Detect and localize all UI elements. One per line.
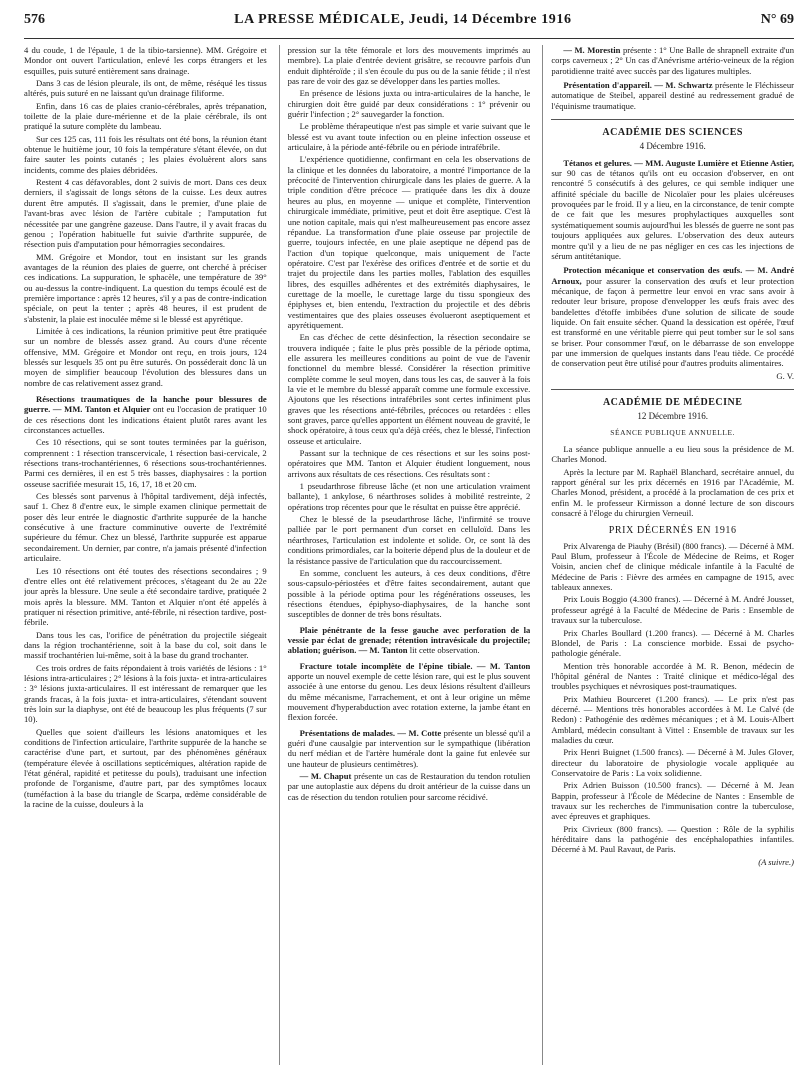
section-patients [288,728,531,769]
section-text: présente : 1° Une Balle de shrapnell extraite d'un corps caverneux ; 2° Un cas d'Anévrisme artério-veineux de la région parotidienne traité avec succès par des ligatures multiples. [551,45,795,76]
section-text: présente un blessé qu'il a guéri d'une causalgie par intervention sur le sympathique (libération du nerf médian et de l'artère humérale dont la gaine fut enlevée sur une hauteur de plusieurs centimètres). [287,727,531,769]
section-heading: Fracture totale incomplète de l'épine tibiale. — M. Tanton [299,660,531,671]
paragraph: Limitée à ces indications, la réunion primitive peut être pratiquée sur un nombre de blessés assez grand. Au cours d'une récente offensive, MM. Grégoire et Mondor ont reçu, en trois jours, 124 blessés sur lesquels 35 ont pu être suturés. On posséderait donc là un moyen de simplifier beaucoup l'évolution des blessures dans un nombre de cas relativement assez grand. [24,325,267,388]
paragraph: Ces trois ordres de faits répondaient à trois variétés de lésions : 1° lésions intra-articulaires ; 2° lésions à la fois juxta- et intra-articulaires : 3° lésions juxta-articulaires. Il est intéressant de remarquer que les grands fracas, à la fois juxta- et intra-articulaires, s'étendant souvent très loin sur la diaphyse, ont été de beaucoup les plus fréquents (7 sur 10). [24,662,267,725]
section-text: apporte un nouvel exemple de cette lésion rare, qui est le plus souvent associée à une entorse du genou. Les deux lésions résultent d'ailleurs du même mécanisme, l'arrachement, et ont à leur origine un même mouvement d'hyperabduction avec rotation externe, la jambe étant en flexion forcée. [287,670,531,723]
paragraph: Dans tous les cas, l'orifice de pénétration du projectile siégeait dans la région trochantérienne, soit à la base du col, soit dans le massif trochantérien lui-même, soit à la base du grand trochanter. [24,629,267,661]
paragraph: En présence de lésions juxta ou intra-articulaires de la hanche, le chirurgien doit être guidé par deux considérations : 1° prévenir ou guérir l'infection ; 2° sauvegarder la fonction. [287,88,531,120]
paragraph: Dans 3 cas de lésion pleurale, ils ont, de même, réséqué les tissus altérés, puis suturé en ne laissant qu'un drainage filiforme. [24,78,267,99]
section-apparatus [551,80,794,111]
academy-sciences-date: 4 Décembre 1916. [639,141,706,152]
prize-entry: Prix Mathieu Bourceret (1.200 francs). — Le prix n'est pas décerné. — Mentions très honorables accordées à M. Le Calvé (de Redon) : Pathogénie des œdèmes mécaniques ; et à M. Louis-Albert Amblard, médecin consultant à Vittel : Ensemble de travaux sur les maladies du cœur. [551,693,795,745]
column-1 [24,45,267,1065]
section-heading: — M. Chaput [299,771,352,782]
publication-title: LA PRESSE MÉDICALE, Jeudi, 14 Décembre 1916 [234,12,572,27]
column-3 [542,45,794,1065]
academy-medicine-heading: ACADÉMIE DE MÉDECINE [551,389,794,408]
section-chaput [288,771,531,802]
section-text: sur 90 cas de tétanos qu'ils ont eu occasion d'observer, en ont rencontré 5 consécutifs à des gelures, ce qui semble indiquer une affinité spéciale du bacille de Nicolaïer pour les plaies ulcéreuses provoquées par le froid. Il y a lieu, en la circonstance, de tenir compte de ce fait que les mesures prophylactiques auxquelles sont systématiquement soumis aujourd'hui les blessés de guerre ne sont pas toujours appliquées aux gelures. L'observation des deux auteurs montre qu'il y a lieu de ne pas négliger en ces cas les injections de sérum antitétanique. [551,168,795,261]
paragraph: L'expérience quotidienne, confirmant en cela les observations de la clinique et les données du laboratoire, a montré l'importance de la précocité de l'intervention chirurgicale dans les plaies de guerre. A la triple condition d'être précoce — pratiquée dans les dix à douze heures au plus, en moyenne — unique et complète, l'intervention chirurgicale immédiate, primitive, peut et doit être aseptique. C'est là une notion capitale, mais qui n'est malheureusement pas encore assez répandue. La transformation d'une plaie osseuse par projectile de guerre, toujours infectée, en une plaie aseptique ne dépend pas de l'action d'un topique quelconque, mais uniquement de l'acte opératoire. C'est par l'exérèse des orifices d'entrée et de sortie et du trajet du projectile dans les parties molles, l'ablation des esquilles libres, des esquilles adhérentes et des extrémités diaphysaires, le curettage de la moelle, le curettage large du tissu spongieux des épiphyses et, bien entendu, l'extraction du projectile et des débris vestimentaires que des plaies osseuses évolueront aseptiquement et apyrétiquement. [287,154,531,330]
paragraph: Quelles que soient d'ailleurs les lésions anatomiques et les conditions de l'infection articulaire, l'arthrite suppurée de la hanche se caractérise d'une part, et surtout, par des phénomènes généraux (température élevée à oscillations septicémiques, altération rapide de l'état général, rapidité et petitesse du pouls), traduisant une infection profonde de l'organisme, d'autre part, par des symptômes locaux (tuméfaction à la base du triangle de Scarpa, œdème considérable de la racine de la cuisse, douleurs à la [24,726,267,810]
paragraph: Chez le blessé de la pseudarthrose lâche, l'infirmité se trouve palliée par le port permanent d'un corset en celluloïd. Dans les néarthroses, l'articulation est indolente et solide. Or, ce sont là des conditions primordiales, car la boiterie dépend plus de la douleur et de la résistance passive de l'articulation que du raccourcissement. [287,514,531,566]
prize-entry: Prix Adrien Buisson (10.500 francs). — Décerné à M. Jean Bappin, professeur à l'École de Médecine de Nantes : Ensemble de travaux sur les recherches de l'immunisation contre la tuberculose, avec épreuves et graphiques. [551,780,795,822]
paragraph: Ces blessés sont parvenus à l'hôpital tardivement, déjà infectés, sauf 1. Chez 8 d'entre eux, le simple examen clinique permettait de poser dès leur entrée le diagnostic d'arthrite suppurée de la hanche consécutive à une fracture comminutive ouverte de l'extrémité supérieure du fémur. Chez un blessé, l'arthrite suppurée est apparue secondairement. Un dernier, par contre, n'a jamais présenté d'infection articulaire. [24,491,267,564]
paragraph: En somme, concluent les auteurs, à ces deux conditions, d'être sous-capsulo-périostées et d'être faites secondairement, autant que possible à la période optima pour les régénérations osseuses, les résections étendues, épiphyso-diaphysaires, de la hanche sont susceptibles de donner de très bons résultats. [287,567,531,620]
section-heading: Présentation d'appareil. — M. Schwartz [563,80,713,91]
section-heading: Protection mécanique et conservation des œufs. — M. André Arnoux, [551,265,795,286]
section-heading: Présentations de malades. — M. Cotte [299,727,442,738]
column-2 [279,45,531,1065]
section-text: lit cette observation. [409,645,480,656]
section-text: présente le Fléchisseur automatique de Steibel, appareil destiné au redressement gradué de l'équinisme traumatique. [551,80,795,111]
section-bladder [288,625,531,656]
paragraph: Sur ces 125 cas, 111 fois les résultats ont été bons, la réunion étant obtenue le huitième jour, 10 fois la température s'étant élevée, on dut faire sauter les points cutanés ; les plaies évoluèrent alors sans incidents, comme des plaies débridées. [24,133,267,175]
prize-entry: Mention très honorable accordée à M. R. Benon, médecin de l'hôpital général de Nantes : Traité clinique et médico-légal des troubles psychiques et névrosiques post-traumatiques. [551,660,795,692]
paragraph: Passant sur la technique de ces résections et sur les soins post-opératoires que MM. Tanton et Alquier étudient longuement, nous arrivons aux résultats de ces résections. Ces résultats sont : [287,448,531,479]
paragraph: Après la lecture par M. Raphaël Blanchard, secrétaire annuel, du rapport général sur les prix décernés en 1916 par l'Académie, M. Charles Monod, président, a procédé à la proclamation de ces prix et enfin M. le professeur Kirmisson a donné lecture de son discours consacré à l'éloge du chirurgien Verneuil. [551,466,795,519]
prize-entry: Prix Alvarenga de Piauhy (Brésil) (800 francs). — Décerné à MM. Paul Blum, professeur à l'École de Médecine de Reims, et Roger Voisin, ancien chef de clinique médicale infantile à la Faculté de Médecine de Paris : Fièvre des armées en campagne de 1915, avec tableaux annexes. [551,540,795,593]
paragraph: 4 du coude, 1 de l'épaule, 1 de la tibio-tarsienne). MM. Grégoire et Mondor ont ouvert l'articulation, enlevé les corps étrangers et les esquilles, puis suturé entièrement sans drainage. [24,45,267,76]
page-header [24,12,794,39]
section-intro: ont eu l'occasion de pratiquer 10 de ces résections dont les indications étaient plutôt rares avant les circonstances actuelles. [24,404,267,436]
section-heading: Résections traumatiques de la hanche pour blessures de guerre. — MM. Tanton et Alquier [24,394,267,415]
prizes-title: PRIX DÉCERNÉS EN 1916 [608,525,737,537]
paragraph: Les 10 résections ont été toutes des résections secondaires ; 9 d'entre elles ont été relativement précoces, s'étageant du 2e au 22e jour après la blessure. Une seule a été secondaire tardive, pratiquée 2 mois après la blessure. MM. Tanton et Alquier n'ont été appelés à pratiquer ni résection primitive, anté-fébrile, ni résection tardive, post-fébrile. [24,565,267,628]
paragraph: Ces 10 résections, qui se sont toutes terminées par la guérison, comprennent : 1 résection transcervicale, 1 résection basi-cervicale, 2 résections trans-trochantériennes, 6 résections sous-trochantériennes. Parmi ces dernières, il en est 5 très basses, diaphysaires : la portion osseuse sacrifiée mesurait 15, 16, 17, 18 et 20 cm. [24,437,267,489]
academy-sciences-heading: ACADÉMIE DES SCIENCES [551,119,794,138]
paragraph: Enfin, dans 16 cas de plaies cranio-cérébrales, après trépanation, toilette de la plaie dure-mérienne et de la plaie cérébrale, ils ont pratiqué la suture complète du lambeau. [24,100,267,132]
seance-label: SÉANCE PUBLIQUE ANNUELLE. [610,427,736,437]
section-eggs [551,265,794,368]
paragraph: 1 pseudarthrose fibreuse lâche (et non une articulation vraiment ballante), 1 ankylose, 6 néarthroses solides à mobilité restreinte, 2 opérations trop récentes pour que le résultat en puisse être apprécié. [287,481,531,512]
newspaper-page [24,12,794,1077]
section-morestin [551,45,794,76]
prize-entry: Prix Civrieux (800 francs). — Question : Rôle de la syphilis héréditaire dans la pathogénie des encéphalopathies infantiles. Décerné à M. Paul Ravaut, de Paris. [551,823,795,855]
prize-entry: Prix Henri Buignet (1.500 francs). — Décerné à M. Jules Glover, directeur du laboratoire de physiologie vocale appliquée au Conservatoire de Paris : La voix solidienne. [551,747,795,778]
prize-entry: Prix Louis Boggio (4.300 francs). — Décerné à M. André Jousset, professeur agrégé à la Faculté de Médecine de Paris : Ensemble de travaux sur la tuberculose. [551,594,795,626]
section-tibial-spine [288,661,531,723]
academy-medicine-date: 12 Décembre 1916. [637,411,709,422]
section-heading: Plaie pénétrante de la fesse gauche avec perforation de la vessie par éclat de grenade; rétention intravésicale du projectile; ablation; guérison. — M. Tanton [287,624,531,656]
paragraph: Le problème thérapeutique n'est pas simple et varie suivant que le blessé est vu avant toute infection ou en pleine infection osseuse et articulaire, à la période anté-fébrile ou en période intrafébrile. [287,121,531,153]
section-text: présente un cas de Restauration du tendon rotulien par une autoplastie aux dépens du droit antérieur de la cuisse dans un cas de résection du tendon rotulien pour sarcome récidivé. [287,771,531,802]
page-number: 576 [24,12,45,27]
article-columns [24,45,794,1065]
section-tetanus [551,158,794,261]
paragraph: MM. Grégoire et Mondor, tout en insistant sur les grands avantages de la réunion des plaies de guerre, ont cherché à préciser ces indications. La suppuration, le sphacèle, une température de 39° ou au-dessus la contre-indiquent. La question du temps écoulé est de première importance : après 12 heures, s'il y a pas de contre-indication spéciale, on peut la tenter ; après 48 heures, il est prudent de s'abstenir, la plaie est inoculée même si le blessé est apyrétique. [24,251,267,324]
paragraph: Restent 4 cas défavorables, dont 2 suivis de mort. Dans ces deux derniers, il s'agissait de longs sétons de la cuisse. Les deux autres durent être amputés. Il s'agissait, dans le premier, d'une plaie de l'avant-bras avec lésion de l'artère cubitale ; l'amputation fut nécessitée par une gangrène gazeuse. Dans l'autre, il y avait fracas du genou ; l'opération habituelle fut suivie d'arthrite suppurée, de résection puis d'amputation pour hémorragies secondaires. [24,177,267,250]
to-be-continued: (A suivre.) [758,856,795,867]
paragraph: pression sur la tête fémorale et lors des mouvements imprimés au membre). La plaie d'entrée devient grisâtre, se recouvre parfois d'un enduit diphtéroïde ; il s'en écoule du pus ou de la sanie fétide ; il n'est pas rare de voir des gaz se développer dans les parties molles. [287,45,531,87]
section-heading: Tétanos et gelures. — MM. Auguste Lumière et Etienne Astier, [563,157,795,168]
prize-entry: Prix Charles Boullard (1.200 francs). — Décerné à M. Charles Blondel, de Paris : La conscience morbide. Essai de psycho-pathologie générale. [551,627,795,659]
section-heading: — M. Morestin [563,45,621,55]
author-signature: G. V. [776,370,795,381]
paragraph: La séance publique annuelle a eu lieu sous la présidence de M. Charles Monod. [551,444,795,465]
paragraph: En cas d'échec de cette désinfection, la résection secondaire se trouvera indiquée ; faite le plus près possible de la période optima, elle assurera les meilleures conditions au point de vue de l'avenir fonctionnel du membre blessé. Considérer la résection primitive complète comme le seul moyen, dans tous les cas, de sauver à la fois la vie et le membre du blessé apparaît comme une formule excessive. Ajoutons que les résections intrafébriles sont certes infiniment plus graves que les résections anté-fébriles, précoces ou retardées : elles sont graves, parce qu'elles apportent un élément nouveau de gravité, le shock opératoire, à tous ceux qu'a déjà créés, chez le blessé, l'infection osseuse et articulaire. [287,332,531,446]
section-text: pour assurer la conservation des œufs et leur protection mécanique, de façon à permettre leur envoi en vrac sans avoir à redouter leur brisure, propose d'envelopper les œufs frais avec des bandelettes d'étoffe imbibées d'une solution de silicate de soude liquide. On fait ensuite sécher. Quand la dessication est opérée, l'œuf est transformé en une véritable pierre qui peut tomber sur le sol sans se briser. Pour consommer l'œuf, on le débarrasse de son enveloppe par une immersion de quelques instants dans l'eau tiède. Ce procédé de conservation peut être utilisé pour d'autres produits alimentaires. [551,275,795,369]
issue-number: N° 69 [760,12,794,27]
section-hip-resection [24,394,267,435]
